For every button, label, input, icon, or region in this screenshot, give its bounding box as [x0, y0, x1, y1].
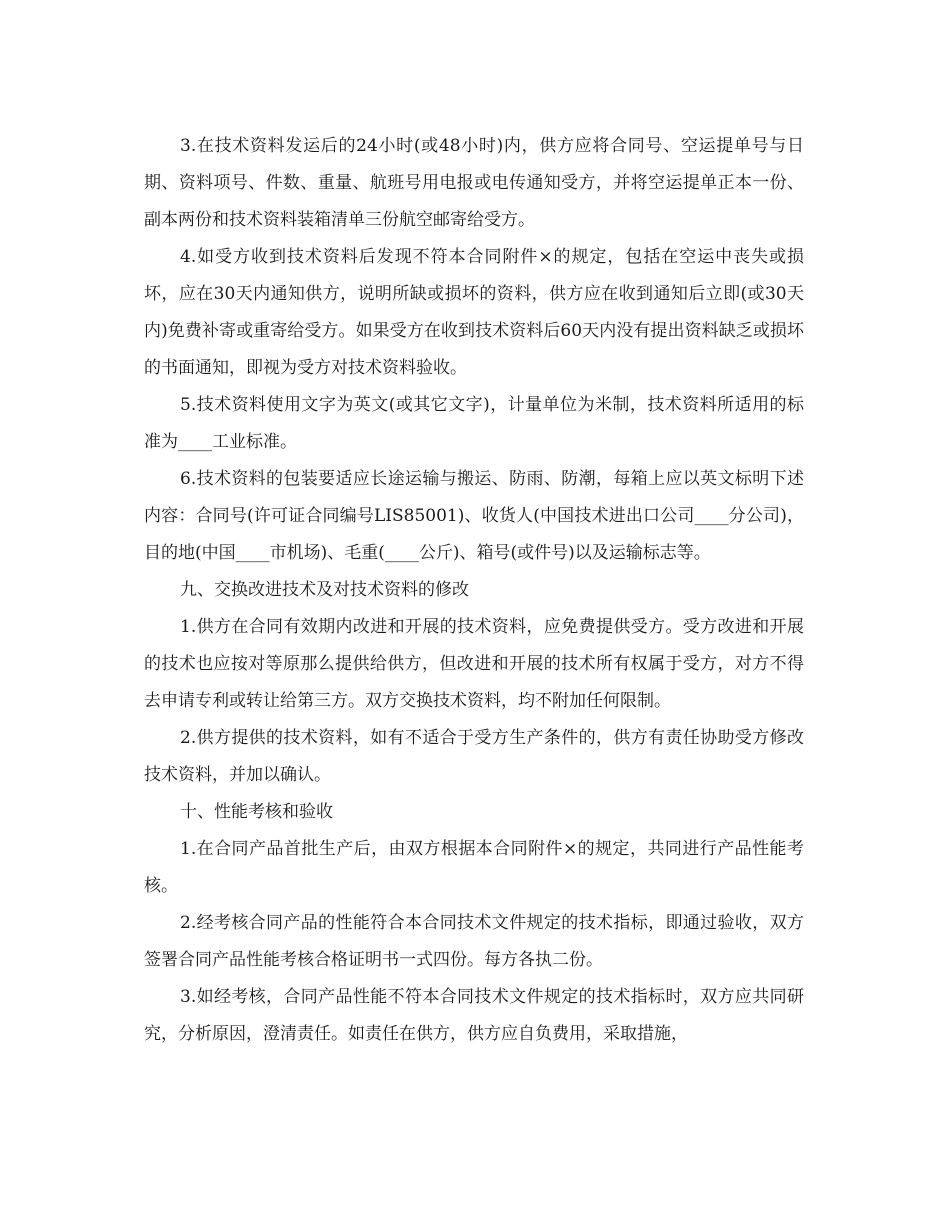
- section-heading-10: 十、性能考核和验收: [180, 802, 333, 822]
- paragraph-performance-test: 1.在合同产品首批生产后，由双方根据本合同附件×的规定，共同进行产品性能考核。: [144, 839, 804, 896]
- paragraph-packaging: 6.技术资料的包装要适应长途运输与搬运、防雨、防潮，每箱上应以英文标明下述内容：合同号(许可证合同编号LIS85001)、收货人(中国技术进出口公司____分公司)，目的地(中国____市机场)、毛重(____公斤)、箱号(或件号)以及运输标志等。: [144, 469, 804, 563]
- paragraph-missing-damaged: 4.如受方收到技术资料后发现不符本合同附件×的规定，包括在空运中丧失或损坏，应在30天内通知供方，说明所缺或损坏的资料，供方应在收到通知后立即(或30天内)免费补寄或重寄给受方。如果受方在收到技术资料后60天内没有提出资料缺乏或损坏的书面通知，即视为受方对技术资料验收。: [144, 247, 804, 378]
- paragraph-language-units: 5.技术资料使用文字为英文(或其它文字)，计量单位为米制，技术资料所适用的标准为____工业标准。: [144, 395, 804, 452]
- paragraph-modify-tech-data: 2.供方提供的技术资料，如有不适合于受方生产条件的，供方有责任协助受方修改技术资料，并加以确认。: [144, 728, 804, 785]
- section-heading-9: 九、交换改进技术及对技术资料的修改: [180, 580, 469, 600]
- paragraph-nonconformance: 3.如经考核，合同产品性能不符本合同技术文件规定的技术指标时，双方应共同研究，分析原因，澄清责任。如责任在供方，供方应自负费用，采取措施，: [144, 987, 804, 1044]
- paragraph-acceptance: 2.经考核合同产品的性能符合本合同技术文件规定的技术指标，即通过验收，双方签署合同产品性能考核合格证明书一式四份。每方各执二份。: [144, 913, 804, 970]
- document-body: [144, 128, 804, 1053]
- paragraph-improvements-exchange: 1.供方在合同有效期内改进和开展的技术资料，应免费提供受方。受方改进和开展的技术也应按对等原那么提供给供方，但改进和开展的技术所有权属于受方，对方不得去申请专利或转让给第三方。双方交换技术资料，均不附加任何限制。: [144, 617, 804, 711]
- paragraph-shipping-notice: 3.在技术资料发运后的24小时(或48小时)内，供方应将合同号、空运提单号与日期、资料项号、件数、重量、航班号用电报或电传通知受方，并将空运提单正本一份、副本两份和技术资料装箱清单三份航空邮寄给受方。: [144, 136, 804, 230]
